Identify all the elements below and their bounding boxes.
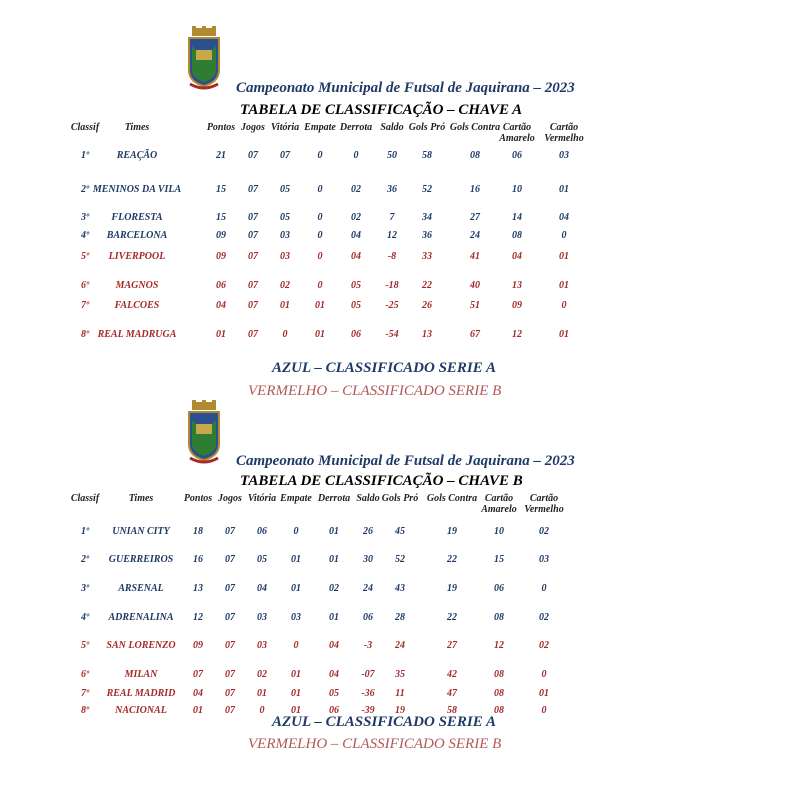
cell-saldo: 12 — [387, 230, 397, 241]
cell-derrota: 01 — [329, 554, 339, 565]
cell-team: GUERREIROS — [108, 554, 174, 565]
cell-empate: 01 — [291, 688, 301, 699]
cell-jogos: 07 — [248, 212, 258, 223]
cell-vitoria: 03 — [280, 251, 290, 262]
header-derrota: Derrota — [317, 493, 351, 504]
header-cartao-vermelho: Cartão Vermelho — [524, 493, 564, 515]
cell-cartao-amarelo: 12 — [512, 329, 522, 340]
cell-gols-pro: 19 — [395, 705, 405, 716]
cell-cartao-amarelo: 10 — [512, 184, 522, 195]
cell-gols-pro: 24 — [395, 640, 405, 651]
municipal-crest-icon — [186, 26, 222, 90]
header-jogos: Jogos — [241, 122, 265, 133]
cell-classif: 3º — [81, 583, 89, 594]
cell-empate: 0 — [317, 251, 323, 262]
cell-derrota: 05 — [329, 688, 339, 699]
legend-blue-text: AZUL – CLASSIFICADO SERIE A — [272, 360, 496, 376]
cell-team: MAGNOS — [115, 280, 159, 291]
cell-saldo: -25 — [385, 300, 399, 311]
cell-derrota: 04 — [351, 251, 361, 262]
cell-cartao-vermelho: 01 — [559, 184, 569, 195]
cell-empate: 0 — [317, 184, 323, 195]
cell-gols-contra: 19 — [447, 583, 457, 594]
cell-gols-contra: 19 — [447, 526, 457, 537]
cell-cartao-vermelho: 0 — [561, 300, 567, 311]
cell-gols-pro: 36 — [422, 230, 432, 241]
cell-pontos: 01 — [216, 329, 226, 340]
cell-cartao-amarelo: 12 — [494, 640, 504, 651]
cell-team: NACIONAL — [115, 705, 167, 716]
cell-gols-pro: 52 — [422, 184, 432, 195]
cell-classif: 2º — [81, 554, 89, 565]
legend-red-text: VERMELHO – CLASSIFICADO SERIE B — [248, 383, 502, 399]
cell-classif: 1º — [81, 526, 89, 537]
cell-gols-contra: 27 — [447, 640, 457, 651]
cell-saldo: -18 — [385, 280, 399, 291]
cell-empate: 0 — [317, 230, 323, 241]
cell-team: FLORESTA — [111, 212, 163, 223]
section-b-title: Campeonato Municipal de Futsal de Jaquirana – 2023 — [236, 453, 575, 469]
header-team: Times — [128, 493, 154, 504]
cell-jogos: 07 — [248, 329, 258, 340]
cell-derrota: 02 — [351, 184, 361, 195]
cell-jogos: 07 — [225, 554, 235, 565]
municipal-crest-icon — [186, 400, 222, 464]
cell-empate: 01 — [291, 554, 301, 565]
cell-gols-pro: 43 — [395, 583, 405, 594]
cell-gols-contra: 67 — [470, 329, 480, 340]
header-empate: Empate — [280, 493, 312, 504]
cell-team: MILAN — [124, 669, 158, 680]
cell-gols-contra: 27 — [470, 212, 480, 223]
cell-jogos: 07 — [225, 612, 235, 623]
cell-derrota: 01 — [329, 612, 339, 623]
cell-derrota: 05 — [351, 300, 361, 311]
cell-classif: 8º — [81, 329, 89, 340]
cell-cartao-amarelo: 09 — [512, 300, 522, 311]
cell-derrota: 0 — [353, 150, 359, 161]
cell-cartao-vermelho: 01 — [559, 329, 569, 340]
cell-pontos: 21 — [216, 150, 226, 161]
cell-gols-contra: 08 — [470, 150, 480, 161]
cell-vitoria: 0 — [282, 329, 288, 340]
cell-jogos: 07 — [248, 280, 258, 291]
cell-saldo: 36 — [387, 184, 397, 195]
cell-vitoria: 05 — [280, 184, 290, 195]
cell-vitoria: 05 — [257, 554, 267, 565]
cell-cartao-vermelho: 03 — [539, 554, 549, 565]
cell-vitoria: 07 — [280, 150, 290, 161]
header-gols-pro: Gols Pró — [381, 493, 419, 504]
cell-cartao-vermelho: 01 — [559, 280, 569, 291]
cell-gols-contra: 16 — [470, 184, 480, 195]
cell-vitoria: 06 — [257, 526, 267, 537]
cell-cartao-amarelo: 08 — [494, 705, 504, 716]
header-classif: Classif — [70, 122, 100, 133]
cell-vitoria: 04 — [257, 583, 267, 594]
cell-cartao-vermelho: 01 — [539, 688, 549, 699]
cell-jogos: 07 — [225, 705, 235, 716]
cell-pontos: 15 — [216, 184, 226, 195]
cell-saldo: 24 — [363, 583, 373, 594]
cell-cartao-vermelho: 0 — [541, 583, 547, 594]
section-a-title: Campeonato Municipal de Futsal de Jaquirana – 2023 — [236, 80, 575, 96]
header-pontos: Pontos — [206, 122, 236, 133]
cell-classif: 5º — [81, 251, 89, 262]
cell-empate: 03 — [291, 612, 301, 623]
cell-saldo: -36 — [361, 688, 375, 699]
cell-cartao-amarelo: 15 — [494, 554, 504, 565]
cell-saldo: -8 — [387, 251, 397, 262]
header-vitoria: Vitória — [247, 493, 277, 504]
cell-jogos: 07 — [248, 230, 258, 241]
cell-cartao-vermelho: 01 — [559, 251, 569, 262]
cell-cartao-amarelo: 13 — [512, 280, 522, 291]
header-saldo: Saldo — [356, 493, 380, 504]
cell-jogos: 07 — [225, 526, 235, 537]
header-cartao-vermelho: Cartão Vermelho — [544, 122, 584, 144]
cell-empate: 0 — [317, 280, 323, 291]
cell-pontos: 04 — [216, 300, 226, 311]
header-gols-pro: Gols Pró — [408, 122, 446, 133]
cell-cartao-amarelo: 08 — [512, 230, 522, 241]
cell-gols-pro: 22 — [422, 280, 432, 291]
cell-classif: 5º — [81, 640, 89, 651]
cell-gols-pro: 13 — [422, 329, 432, 340]
cell-saldo: -07 — [361, 669, 375, 680]
header-saldo: Saldo — [380, 122, 404, 133]
cell-gols-contra: 51 — [470, 300, 480, 311]
cell-saldo: 7 — [389, 212, 395, 223]
cell-gols-contra: 22 — [447, 612, 457, 623]
cell-team: LIVERPOOL — [108, 251, 166, 262]
cell-pontos: 07 — [193, 669, 203, 680]
header-vitoria: Vitória — [270, 122, 300, 133]
cell-classif: 4º — [81, 612, 89, 623]
cell-vitoria: 03 — [280, 230, 290, 241]
cell-gols-contra: 22 — [447, 554, 457, 565]
cell-gols-pro: 33 — [422, 251, 432, 262]
cell-pontos: 04 — [193, 688, 203, 699]
cell-classif: 1º — [81, 150, 89, 161]
cell-empate: 0 — [317, 212, 323, 223]
cell-team: REAÇÃO — [116, 150, 158, 161]
cell-derrota: 04 — [351, 230, 361, 241]
cell-classif: 4º — [81, 230, 89, 241]
cell-derrota: 06 — [329, 705, 339, 716]
cell-pontos: 13 — [193, 583, 203, 594]
cell-jogos: 07 — [225, 669, 235, 680]
header-team: Times — [124, 122, 150, 133]
cell-pontos: 15 — [216, 212, 226, 223]
cell-cartao-vermelho: 0 — [541, 705, 547, 716]
header-classif: Classif — [70, 493, 100, 504]
cell-gols-contra: 42 — [447, 669, 457, 680]
cell-derrota: 04 — [329, 640, 339, 651]
cell-gols-pro: 34 — [422, 212, 432, 223]
cell-derrota: 01 — [329, 526, 339, 537]
cell-gols-contra: 58 — [447, 705, 457, 716]
cell-classif: 7º — [81, 688, 89, 699]
cell-team: BARCELONA — [106, 230, 168, 241]
cell-classif: 7º — [81, 300, 89, 311]
cell-cartao-vermelho: 03 — [559, 150, 569, 161]
cell-cartao-vermelho: 02 — [539, 612, 549, 623]
cell-team: FALCOES — [114, 300, 160, 311]
cell-vitoria: 02 — [257, 669, 267, 680]
cell-saldo: 30 — [363, 554, 373, 565]
cell-jogos: 07 — [225, 640, 235, 651]
cell-derrota: 06 — [351, 329, 361, 340]
cell-empate: 0 — [293, 640, 299, 651]
header-jogos: Jogos — [218, 493, 242, 504]
cell-vitoria: 05 — [280, 212, 290, 223]
cell-cartao-amarelo: 06 — [494, 583, 504, 594]
header-gols-contra: Gols Contra — [449, 122, 501, 133]
cell-team: ARSENAL — [118, 583, 164, 594]
cell-empate: 01 — [291, 705, 301, 716]
cell-team: UNIAN CITY — [112, 526, 170, 537]
header-empate: Empate — [304, 122, 336, 133]
cell-pontos: 16 — [193, 554, 203, 565]
legend-blue-text: AZUL – CLASSIFICADO SERIE A — [272, 714, 496, 730]
cell-gols-pro: 58 — [422, 150, 432, 161]
cell-empate: 0 — [317, 150, 323, 161]
cell-pontos: 09 — [216, 230, 226, 241]
cell-empate: 01 — [291, 669, 301, 680]
cell-gols-contra: 47 — [447, 688, 457, 699]
section-b-subtitle: TABELA DE CLASSIFICAÇÃO – CHAVE B — [240, 473, 523, 489]
cell-gols-pro: 35 — [395, 669, 405, 680]
cell-derrota: 02 — [329, 583, 339, 594]
cell-pontos: 12 — [193, 612, 203, 623]
cell-vitoria: 01 — [280, 300, 290, 311]
cell-cartao-vermelho: 02 — [539, 526, 549, 537]
cell-derrota: 02 — [351, 212, 361, 223]
cell-jogos: 07 — [248, 300, 258, 311]
section-a-subtitle: TABELA DE CLASSIFICAÇÃO – CHAVE A — [240, 102, 523, 118]
cell-gols-pro: 11 — [395, 688, 405, 699]
cell-classif: 2º — [81, 184, 89, 195]
cell-gols-pro: 28 — [395, 612, 405, 623]
cell-vitoria: 03 — [257, 612, 267, 623]
cell-vitoria: 02 — [280, 280, 290, 291]
cell-jogos: 07 — [225, 688, 235, 699]
cell-cartao-amarelo: 04 — [512, 251, 522, 262]
cell-pontos: 09 — [216, 251, 226, 262]
header-pontos: Pontos — [183, 493, 213, 504]
cell-team: REAL MADRUGA — [97, 329, 177, 340]
cell-gols-pro: 26 — [422, 300, 432, 311]
header-gols-contra: Gols Contra — [426, 493, 478, 504]
cell-team: MENINOS DA VILA — [92, 184, 182, 195]
cell-team: ADRENALINA — [108, 612, 174, 623]
cell-gols-contra: 41 — [470, 251, 480, 262]
cell-gols-contra: 24 — [470, 230, 480, 241]
cell-derrota: 05 — [351, 280, 361, 291]
cell-saldo: -54 — [385, 329, 399, 340]
cell-vitoria: 0 — [259, 705, 265, 716]
cell-cartao-amarelo: 08 — [494, 669, 504, 680]
cell-cartao-vermelho: 0 — [541, 669, 547, 680]
cell-saldo: -3 — [363, 640, 373, 651]
cell-cartao-amarelo: 06 — [512, 150, 522, 161]
cell-jogos: 07 — [248, 150, 258, 161]
cell-jogos: 07 — [248, 184, 258, 195]
cell-pontos: 01 — [193, 705, 203, 716]
cell-pontos: 06 — [216, 280, 226, 291]
cell-cartao-amarelo: 10 — [494, 526, 504, 537]
header-cartao-amarelo: Cartão Amarelo — [499, 122, 535, 144]
cell-cartao-vermelho: 0 — [561, 230, 567, 241]
cell-cartao-amarelo: 08 — [494, 612, 504, 623]
cell-empate: 01 — [315, 300, 325, 311]
cell-jogos: 07 — [225, 583, 235, 594]
cell-team: REAL MADRID — [106, 688, 176, 699]
cell-saldo: 06 — [363, 612, 373, 623]
cell-classif: 3º — [81, 212, 89, 223]
cell-derrota: 04 — [329, 669, 339, 680]
cell-classif: 6º — [81, 669, 89, 680]
cell-cartao-vermelho: 04 — [559, 212, 569, 223]
cell-empate: 01 — [315, 329, 325, 340]
cell-vitoria: 01 — [257, 688, 267, 699]
cell-empate: 01 — [291, 583, 301, 594]
cell-gols-contra: 40 — [470, 280, 480, 291]
cell-vitoria: 03 — [257, 640, 267, 651]
header-derrota: Derrota — [339, 122, 373, 133]
cell-classif: 6º — [81, 280, 89, 291]
cell-classif: 8º — [81, 705, 89, 716]
cell-gols-pro: 45 — [395, 526, 405, 537]
cell-team: SAN LORENZO — [106, 640, 176, 651]
cell-cartao-amarelo: 08 — [494, 688, 504, 699]
cell-saldo: 26 — [363, 526, 373, 537]
cell-gols-pro: 52 — [395, 554, 405, 565]
cell-saldo: -39 — [361, 705, 375, 716]
header-cartao-amarelo: Cartão Amarelo — [481, 493, 517, 515]
cell-saldo: 50 — [387, 150, 397, 161]
cell-cartao-vermelho: 02 — [539, 640, 549, 651]
cell-jogos: 07 — [248, 251, 258, 262]
cell-pontos: 18 — [193, 526, 203, 537]
cell-pontos: 09 — [193, 640, 203, 651]
cell-empate: 0 — [293, 526, 299, 537]
cell-cartao-amarelo: 14 — [512, 212, 522, 223]
legend-red-text: VERMELHO – CLASSIFICADO SERIE B — [248, 736, 502, 752]
